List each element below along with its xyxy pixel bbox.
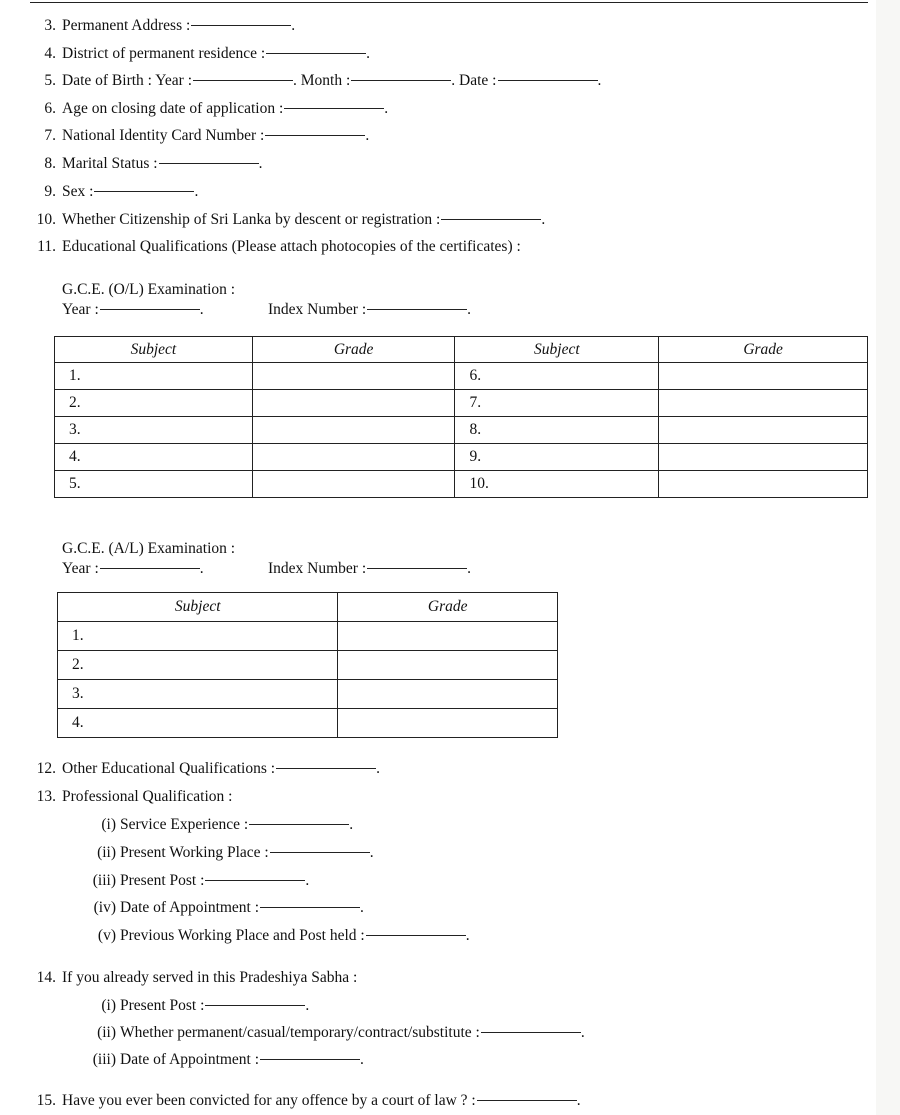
terminator-dot: .	[349, 816, 354, 833]
row-number: 4.	[55, 444, 253, 471]
row-number: 1.	[58, 622, 338, 651]
previous-working-place-field: (v) Previous Working Place and Post held : .	[97, 927, 470, 944]
question-marital-status: 8. Marital Status : .	[44, 155, 263, 172]
question-age: 6. Age on closing date of application : .	[44, 100, 389, 117]
present-working-place-field: (ii) Present Working Place : .	[97, 844, 374, 861]
date-of-appointment-field: (iv) Date of Appointment : .	[93, 899, 364, 916]
question-convicted: 15. Have you ever been convicted for any offence by a court of law ? : .	[36, 1092, 581, 1109]
table-row	[58, 651, 558, 680]
question-served-in-sabha: 14. If you already served in this Pradeshiya Sabha :	[36, 969, 358, 986]
question-sex: 9. Sex : .	[44, 183, 199, 200]
blank-line[interactable]	[367, 568, 467, 569]
blank-line[interactable]	[284, 108, 384, 109]
table-row	[55, 417, 868, 444]
blank-line[interactable]	[441, 219, 541, 220]
terminator-dot: .	[465, 927, 470, 944]
terminator-dot: .	[199, 301, 204, 318]
row-number: 1.	[55, 363, 253, 390]
table-row	[58, 680, 558, 709]
blank-line[interactable]	[481, 1032, 581, 1033]
al-exam-title: G.C.E. (A/L) Examination :	[62, 540, 236, 557]
grade-cell[interactable]	[252, 444, 455, 471]
row-number: 10.	[455, 471, 659, 498]
top-rule	[30, 2, 868, 3]
table-header-row	[58, 593, 558, 622]
ol-year-field: Year : .	[62, 301, 204, 318]
blank-line[interactable]	[260, 1059, 360, 1060]
terminator-dot: .	[467, 301, 472, 318]
blank-line[interactable]	[260, 907, 360, 908]
terminator-dot: .	[384, 100, 389, 117]
row-number: 3.	[55, 417, 253, 444]
header-grade: Grade	[252, 337, 455, 363]
question-professional-qualification: 13. Professional Qualification :	[36, 788, 233, 805]
al-year-field: Year : .	[62, 560, 204, 577]
terminator-dot: .	[360, 1051, 364, 1068]
terminator-dot: .	[366, 45, 371, 62]
grade-cell[interactable]	[252, 363, 455, 390]
blank-line[interactable]	[100, 568, 200, 569]
grade-cell[interactable]	[338, 651, 558, 680]
grade-cell[interactable]	[252, 390, 455, 417]
header-subject: Subject	[55, 337, 253, 363]
terminator-dot: .	[580, 1024, 585, 1041]
table-row	[55, 471, 868, 498]
blank-line-month[interactable]	[351, 80, 451, 81]
terminator-dot: .	[305, 997, 310, 1014]
blank-line[interactable]	[100, 309, 200, 310]
terminator-dot: .	[365, 127, 370, 144]
terminator-dot: .	[258, 155, 263, 172]
terminator-dot: .	[467, 560, 472, 577]
blank-line[interactable]	[191, 25, 291, 26]
service-experience-field: (i) Service Experience : .	[101, 816, 354, 833]
blank-line[interactable]	[270, 852, 370, 853]
row-number: 8.	[455, 417, 659, 444]
blank-line[interactable]	[266, 53, 366, 54]
blank-line[interactable]	[205, 880, 305, 881]
question-permanent-address: 3. Permanent Address : .	[44, 17, 296, 34]
blank-line[interactable]	[205, 1005, 305, 1006]
terminator-dot: .	[369, 844, 374, 861]
blank-line[interactable]	[367, 309, 467, 310]
present-post-field: (iii) Present Post : .	[92, 872, 310, 889]
terminator-dot: .	[199, 560, 204, 577]
table-row	[55, 444, 868, 471]
terminator-dot: .	[597, 72, 602, 89]
served-employment-type-field: (ii) Whether permanent/casual/temporary/contract/substitute : .	[97, 1024, 585, 1041]
terminator-dot: .	[291, 17, 296, 34]
blank-line[interactable]	[276, 768, 376, 769]
row-number: 7.	[455, 390, 659, 417]
grade-cell[interactable]	[659, 471, 868, 498]
terminator-dot: .	[541, 211, 546, 228]
question-district: 4. District of permanent residence : .	[44, 45, 371, 62]
blank-line-date[interactable]	[498, 80, 598, 81]
terminator-dot: .	[576, 1092, 581, 1109]
header-subject: Subject	[455, 337, 659, 363]
table-row	[55, 363, 868, 390]
header-grade: Grade	[659, 337, 868, 363]
question-citizenship: 10. Whether Citizenship of Sri Lanka by descent or registration : .	[36, 211, 546, 228]
blank-line[interactable]	[249, 824, 349, 825]
row-number: 2.	[55, 390, 253, 417]
question-date-of-birth: 5. Date of Birth : Year : . Month : . Date : .	[44, 72, 602, 89]
terminator-dot: .	[360, 899, 364, 916]
row-number: 5.	[55, 471, 253, 498]
blank-line[interactable]	[265, 135, 365, 136]
terminator-dot: .	[305, 872, 310, 889]
ol-results-table	[54, 336, 868, 498]
terminator-dot: .	[376, 760, 380, 777]
grade-cell[interactable]	[338, 709, 558, 738]
table-row	[55, 390, 868, 417]
grade-cell[interactable]	[338, 680, 558, 709]
terminator-dot: .	[194, 183, 199, 200]
question-educational-qualifications: 11. Educational Qualifications (Please attach photocopies of the certificates) :	[37, 238, 521, 255]
grade-cell[interactable]	[252, 471, 455, 498]
row-number: 9.	[455, 444, 659, 471]
grade-cell[interactable]	[659, 444, 868, 471]
grade-cell[interactable]	[659, 390, 868, 417]
blank-line[interactable]	[94, 191, 194, 192]
table-row	[58, 622, 558, 651]
table-row	[58, 709, 558, 738]
served-present-post-field: (i) Present Post : .	[101, 997, 310, 1014]
served-date-of-appointment-field: (iii) Date of Appointment : .	[92, 1051, 364, 1068]
blank-line[interactable]	[366, 935, 466, 936]
header-grade: Grade	[338, 593, 558, 622]
grade-cell[interactable]	[338, 622, 558, 651]
blank-line[interactable]	[477, 1100, 577, 1101]
ol-index-field: Index Number : .	[268, 301, 472, 318]
page-margin	[876, 0, 900, 1115]
row-number: 6.	[455, 363, 659, 390]
blank-line-year[interactable]	[193, 80, 293, 81]
blank-line[interactable]	[159, 163, 259, 164]
table-header-row	[55, 337, 868, 363]
row-number: 4.	[58, 709, 338, 738]
grade-cell[interactable]	[659, 363, 868, 390]
row-number: 2.	[58, 651, 338, 680]
question-other-qualifications: 12. Other Educational Qualifications : .	[36, 760, 380, 777]
grade-cell[interactable]	[252, 417, 455, 444]
al-index-field: Index Number : .	[268, 560, 472, 577]
ol-exam-title: G.C.E. (O/L) Examination :	[62, 281, 236, 298]
al-results-table	[57, 592, 558, 738]
question-nic: 7. National Identity Card Number : .	[44, 127, 370, 144]
header-subject: Subject	[58, 593, 338, 622]
grade-cell[interactable]	[659, 417, 868, 444]
row-number: 3.	[58, 680, 338, 709]
